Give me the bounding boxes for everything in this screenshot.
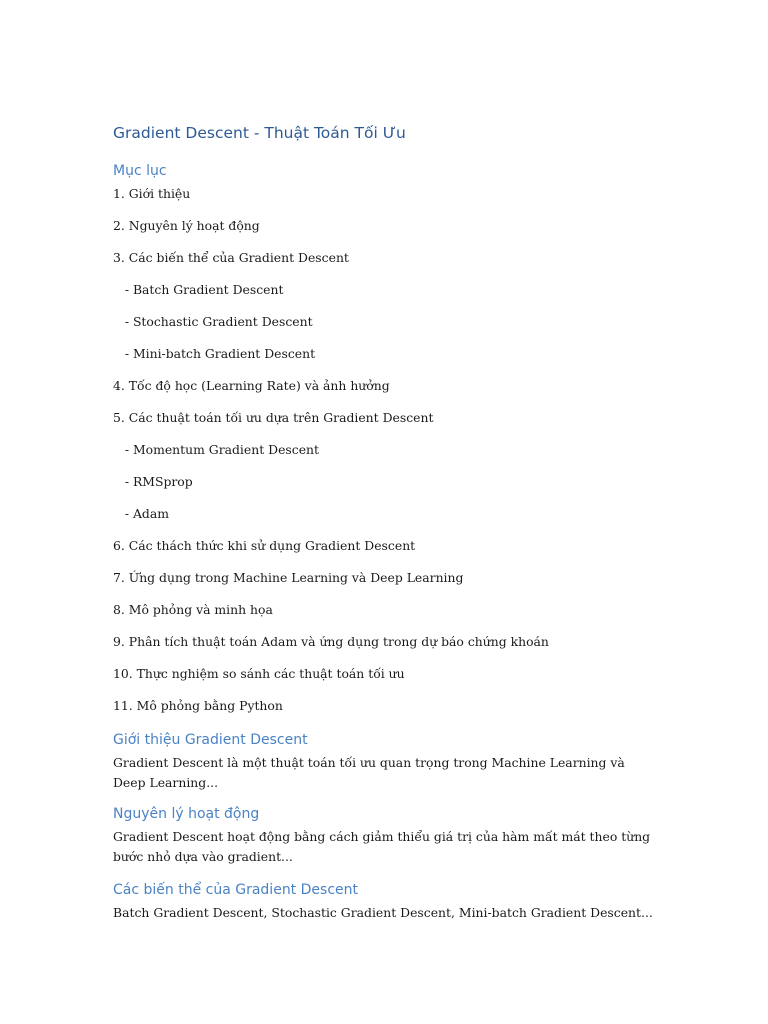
section-heading-principle: Nguyên lý hoạt động	[113, 806, 260, 822]
section-heading-intro: Giới thiệu Gradient Descent	[113, 732, 308, 748]
toc-item: 1. Giới thiệu	[113, 186, 191, 201]
toc-subitem: - Batch Gradient Descent	[113, 282, 284, 297]
document-title: Gradient Descent - Thuật Toán Tối Ưu	[113, 124, 406, 142]
toc-subitem: - RMSprop	[113, 474, 193, 489]
toc-item: 4. Tốc độ học (Learning Rate) và ảnh hưởng	[113, 378, 390, 393]
toc-subitem: - Adam	[113, 506, 169, 521]
toc-item: 3. Các biến thể của Gradient Descent	[113, 250, 349, 265]
toc-item: 9. Phân tích thuật toán Adam và ứng dụng trong dự báo chứng khoán	[113, 634, 549, 649]
toc-item: 5. Các thuật toán tối ưu dựa trên Gradient Descent	[113, 410, 434, 425]
toc-item: 7. Ứng dụng trong Machine Learning và Deep Learning	[113, 570, 464, 585]
section-body-principle: Gradient Descent hoạt động bằng cách giảm thiểu giá trị của hàm mất mát theo từng bước nhỏ dựa vào gradient...	[113, 829, 651, 864]
toc-heading: Mục lục	[113, 163, 167, 179]
toc-item: 2. Nguyên lý hoạt động	[113, 218, 260, 233]
section-heading-variants: Các biến thể của Gradient Descent	[113, 882, 358, 898]
toc-subitem: - Mini-batch Gradient Descent	[113, 346, 316, 361]
section-body-intro: Gradient Descent là một thuật toán tối ưu quan trọng trong Machine Learning và Deep Learning...	[113, 755, 625, 790]
toc-item: 11. Mô phỏng bằng Python	[113, 698, 283, 713]
toc-subitem: - Stochastic Gradient Descent	[113, 314, 313, 329]
section-body-variants: Batch Gradient Descent, Stochastic Gradient Descent, Mini-batch Gradient Descent...	[113, 905, 653, 920]
toc-subitem: - Momentum Gradient Descent	[113, 442, 319, 457]
toc-item: 6. Các thách thức khi sử dụng Gradient Descent	[113, 538, 416, 553]
toc-item: 8. Mô phỏng và minh họa	[113, 602, 273, 617]
toc-item: 10. Thực nghiệm so sánh các thuật toán tối ưu	[113, 666, 405, 681]
